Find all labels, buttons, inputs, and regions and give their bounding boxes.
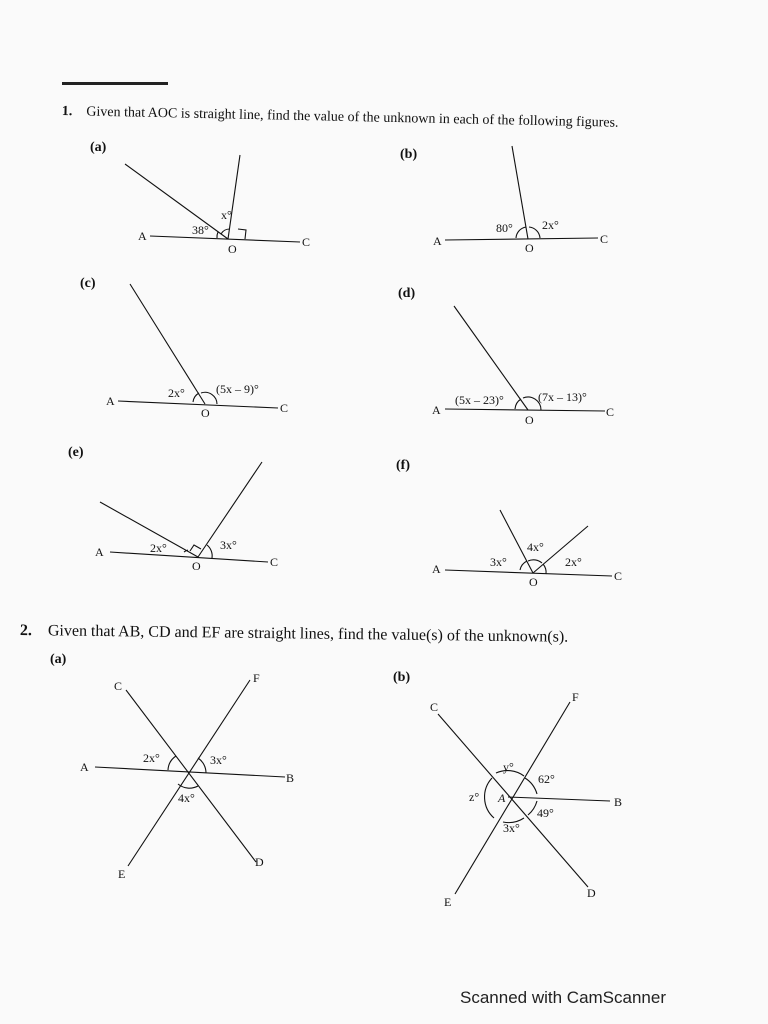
- angle-2b-49: 49°: [537, 806, 554, 820]
- ray-1b: [512, 146, 528, 239]
- angle-2b-62: 62°: [538, 772, 555, 786]
- label-2b-E: E: [444, 895, 452, 909]
- arc-2b-49: [528, 801, 537, 815]
- line-ef-2a: [128, 680, 250, 866]
- q2-part-b-label: (b): [393, 670, 411, 685]
- scanner-watermark: Scanned with CamScanner: [460, 988, 667, 1007]
- angle-1d-7x13: (7x – 13)°: [538, 390, 587, 404]
- label-1f-C: C: [614, 569, 623, 583]
- label-2a-D: D: [255, 855, 264, 869]
- label-2b-A: A: [498, 791, 506, 805]
- label-2b-D: D: [587, 886, 596, 900]
- label-1b-C: C: [600, 232, 609, 246]
- angle-2b-y: y°: [503, 760, 514, 774]
- angle-1b-80: 80°: [496, 221, 513, 235]
- label-1a-O: O: [228, 242, 237, 256]
- label-1a-A: A: [138, 229, 147, 243]
- angle-1c-5x9: (5x – 9)°: [216, 382, 259, 396]
- label-1b-O: O: [525, 241, 534, 255]
- ray-ab-2b: [508, 797, 610, 801]
- figure-2b: [438, 702, 610, 894]
- q2-part-a-label: (a): [50, 652, 67, 667]
- angle-1f-4x: 4x°: [527, 540, 544, 554]
- label-2a-C: C: [114, 679, 123, 693]
- angle-1f-2x: 2x°: [565, 555, 582, 569]
- line-aoc-1d: [445, 409, 605, 411]
- question-1-number: 1.: [61, 104, 73, 120]
- label-1f-A: A: [432, 562, 441, 576]
- q1-part-f-label: (f): [396, 458, 410, 473]
- angle-2a-2x: 2x°: [143, 751, 160, 765]
- arc-1b-2x: [529, 227, 540, 238]
- label-1e-C: C: [270, 555, 279, 569]
- label-1e-A: A: [95, 545, 104, 559]
- figure-1b: [445, 146, 598, 240]
- label-1d-C: C: [606, 405, 615, 419]
- question-2-number: 2.: [19, 622, 32, 640]
- ray-1a-up: [228, 155, 240, 239]
- line-aoc-1c: [118, 401, 278, 408]
- label-2a-E: E: [118, 867, 126, 881]
- arc-2b-z: [485, 778, 494, 818]
- label-1e-O: O: [192, 559, 201, 573]
- line-aoc-1b: [445, 238, 598, 240]
- angle-1f-3x: 3x°: [490, 555, 507, 569]
- ray-1e-left: [100, 502, 198, 557]
- arc-1b-80: [516, 227, 526, 238]
- angle-1c-2x: 2x°: [168, 386, 185, 400]
- label-1c-A: A: [106, 394, 115, 408]
- angle-1d-5x23: (5x – 23)°: [455, 393, 504, 407]
- q1-part-d-label: (d): [398, 286, 416, 301]
- question-2-text: Given that AB, CD and EF are straight lines, find the value(s) of the unknown(s).: [47, 622, 569, 646]
- label-1d-O: O: [525, 413, 534, 427]
- arc-1f-3x: [520, 561, 527, 570]
- right-angle-marker-1e: [190, 545, 201, 551]
- label-2b-F: F: [572, 690, 579, 704]
- figure-labels: [80, 208, 622, 909]
- right-angle-marker-1a: [238, 229, 246, 239]
- arc-2a-2x: [168, 756, 176, 770]
- label-1d-A: A: [432, 403, 441, 417]
- arc-1c-2x: [193, 393, 199, 402]
- line-aoc-1e: [110, 552, 268, 562]
- angle-1e-2x: 2x°: [150, 541, 167, 555]
- ray-1a-left: [125, 164, 228, 239]
- arc-1e-3x: [207, 545, 212, 558]
- label-2a-A: A: [80, 760, 89, 774]
- label-1f-O: O: [529, 575, 538, 589]
- angle-2a-4x: 4x°: [178, 791, 195, 805]
- label-2b-B: B: [614, 795, 623, 809]
- label-1a-C: C: [302, 235, 311, 249]
- label-2a-B: B: [286, 771, 295, 785]
- arc-2b-62: [525, 778, 537, 794]
- angle-2b-z: z°: [469, 790, 480, 804]
- angle-2b-3x: 3x°: [503, 821, 520, 835]
- arc-1a-38: [217, 232, 218, 238]
- label-2a-F: F: [253, 671, 260, 685]
- label-2b-C: C: [430, 700, 439, 714]
- line-cd-2a: [126, 690, 256, 862]
- angle-1a-x: x°: [221, 208, 232, 222]
- arc-1f-4x: [528, 560, 542, 563]
- label-1c-C: C: [280, 401, 289, 415]
- q1-part-e-label: (e): [68, 445, 84, 460]
- figure-1a: [125, 155, 300, 242]
- q1-part-b-label: (b): [400, 147, 418, 162]
- line-cd-2b: [438, 714, 588, 887]
- label-1b-A: A: [433, 234, 442, 248]
- q1-part-c-label: (c): [80, 276, 96, 291]
- label-1c-O: O: [201, 406, 210, 420]
- angle-1b-2x: 2x°: [542, 218, 559, 232]
- angle-1e-3x: 3x°: [220, 538, 237, 552]
- question-1-text: Given that AOC is straight line, find the value of the unknown in each of the following figures.: [86, 104, 619, 131]
- arc-2a-3x: [198, 758, 206, 773]
- angle-1a-38: 38°: [192, 223, 209, 237]
- q1-part-a-label: (a): [90, 140, 107, 155]
- arc-1d-5x23: [515, 399, 521, 409]
- arc-1f-2x: [543, 564, 546, 574]
- figure-1e: [100, 462, 268, 562]
- angle-2a-3x: 3x°: [210, 753, 227, 767]
- figure-2a: [95, 680, 285, 866]
